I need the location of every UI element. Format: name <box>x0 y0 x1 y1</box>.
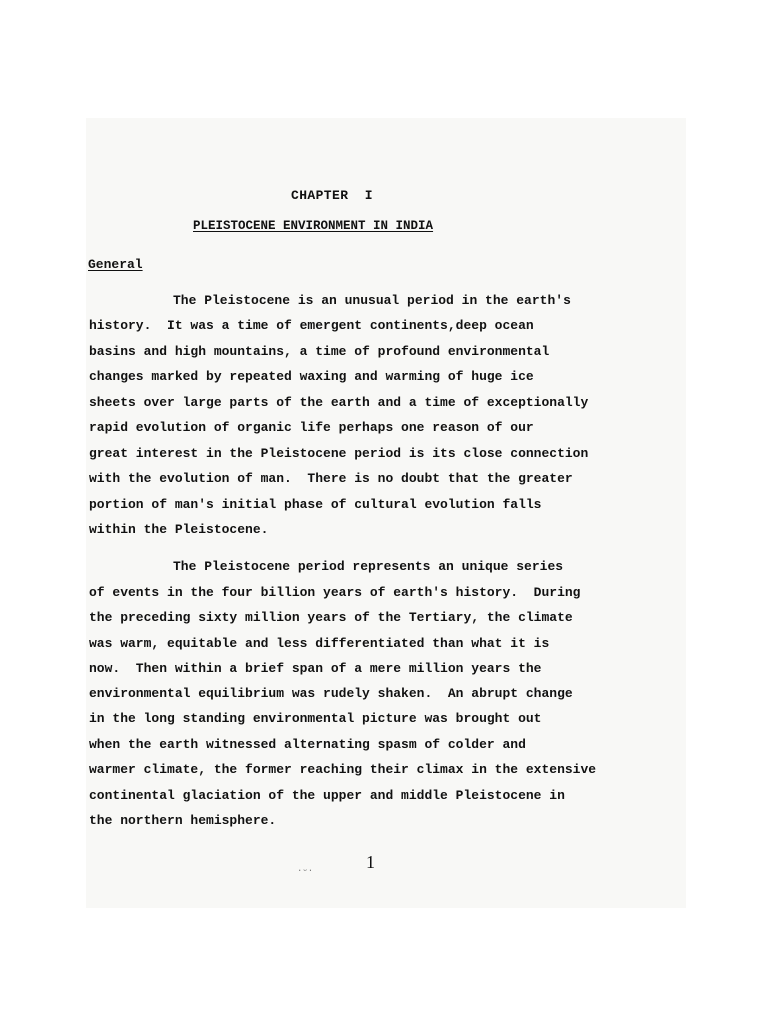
paragraph-2-line: continental glaciation of the upper and middle Pleistocene in <box>89 788 565 803</box>
page-number: 1 <box>366 852 375 872</box>
chapter-title: PLEISTOCENE ENVIRONMENT IN INDIA <box>193 219 434 233</box>
paragraph-1-line: with the evolution of man. There is no doubt that the greater <box>89 471 573 486</box>
paragraph-1-line: portion of man's initial phase of cultural evolution falls <box>89 497 542 512</box>
paragraph-2-line: the preceding sixty million years of the Tertiary, the climate <box>89 610 573 625</box>
chapter-label: CHAPTER I <box>291 188 374 203</box>
paragraph-1-line: history. It was a time of emergent continents,deep ocean <box>89 318 534 333</box>
paragraph-1-line: The Pleistocene is an unusual period in the earth's <box>173 293 571 308</box>
paragraph-1-line: within the Pleistocene. <box>89 522 269 537</box>
paragraph-2-line: was warm, equitable and less differentiated than what it is <box>89 636 550 651</box>
paragraph-2-line: the northern hemisphere. <box>89 813 277 828</box>
paragraph-1-line: changes marked by repeated waxing and warming of huge ice <box>89 369 534 384</box>
paragraph-2-line: The Pleistocene period represents an unique series <box>173 559 564 574</box>
scan-smudge-mark: ·ᵕ· <box>297 866 314 876</box>
paragraph-1-line: sheets over large parts of the earth and a time of exceptionally <box>89 395 589 410</box>
paragraph-2-line: of events in the four billion years of earth's history. During <box>89 585 581 600</box>
paragraph-1-line: rapid evolution of organic life perhaps one reason of our <box>89 420 534 435</box>
paragraph-2-line: when the earth witnessed alternating spasm of colder and <box>89 737 526 752</box>
section-heading: General <box>88 257 143 272</box>
paragraph-2-line: environmental equilibrium was rudely shaken. An abrupt change <box>89 686 573 701</box>
paragraph-1-line: great interest in the Pleistocene period is its close connection <box>89 446 589 461</box>
paragraph-2-line: now. Then within a brief span of a mere million years the <box>89 661 542 676</box>
paragraph-2-line: in the long standing environmental picture was brought out <box>89 711 542 726</box>
paragraph-1-line: basins and high mountains, a time of profound environmental <box>89 344 550 359</box>
paragraph-2-line: warmer climate, the former reaching their climax in the extensive <box>89 762 597 777</box>
